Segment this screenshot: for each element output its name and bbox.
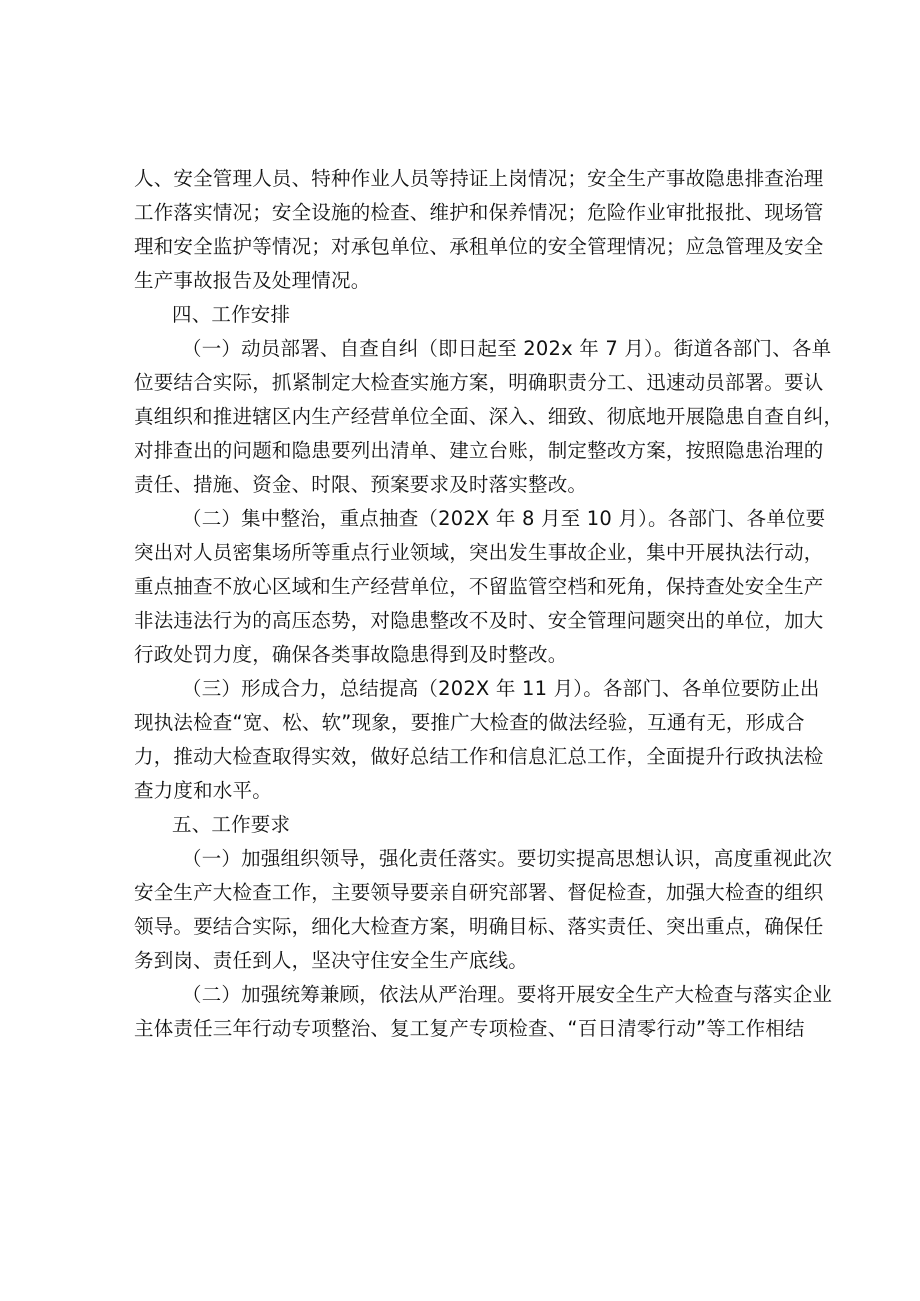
body-line: 对排查出的问题和隐患要列出清单、建立台账，制定整改方案，按照隐患治理的 xyxy=(134,439,824,462)
section-heading: 五、工作要求 xyxy=(172,813,291,836)
paragraph-start-line: （二）集中整治，重点抽查（202X 年 8 月至 10 月）。各部门、各单位要 xyxy=(182,507,826,530)
body-line: 查力度和水平。 xyxy=(134,779,272,802)
body-line: 主体责任三年行动专项整治、复工复产专项检查、“百日清零行动”等工作相结 xyxy=(134,1017,805,1040)
body-line: 理和安全监护等情况；对承包单位、承租单位的安全管理情况；应急管理及安全 xyxy=(134,235,824,258)
body-line: 安全生产大检查工作，主要领导要亲自研究部署、督促检查，加强大检查的组织 xyxy=(134,881,824,904)
body-line: 真组织和推进辖区内生产经营单位全面、深入、细致、彻底地开展隐患自查自纠， xyxy=(134,405,844,428)
body-line: 位要结合实际，抓紧制定大检查实施方案，明确职责分工、迅速动员部署。要认 xyxy=(134,371,824,394)
section-heading: 四、工作安排 xyxy=(172,303,291,326)
paragraph-start-line: （一）加强组织领导，强化责任落实。要切实提高思想认识，高度重视此次 xyxy=(182,847,833,870)
body-line: 领导。要结合实际，细化大检查方案，明确目标、落实责任、突出重点，确保任 xyxy=(134,915,824,938)
body-line: 力，推动大检查取得实效，做好总结工作和信息汇总工作，全面提升行政执法检 xyxy=(134,745,824,768)
body-line: 重点抽查不放心区域和生产经营单位，不留监管空档和死角，保持查处安全生产 xyxy=(134,575,824,598)
body-line: 行政处罚力度，确保各类事故隐患得到及时整改。 xyxy=(134,643,568,666)
body-line: 人、安全管理人员、特种作业人员等持证上岗情况；安全生产事故隐患排查治理 xyxy=(134,167,824,190)
body-line: 责任、措施、资金、时限、预案要求及时落实整改。 xyxy=(134,473,588,496)
paragraph-start-line: （二）加强统筹兼顾，依法从严治理。要将开展安全生产大检查与落实企业 xyxy=(182,983,833,1006)
body-line: 现执法检查“宽、松、软”现象，要推广大检查的做法经验，互通有无，形成合 xyxy=(134,711,805,734)
body-line: 非法违法行为的高压态势，对隐患整改不及时、安全管理问题突出的单位，加大 xyxy=(134,609,824,632)
document-body xyxy=(134,162,844,1046)
body-line: 务到岗、责任到人，坚决守住安全生产底线。 xyxy=(134,949,529,972)
paragraph-start-line: （三）形成合力，总结提高（202X 年 11 月）。各部门、各单位要防止出 xyxy=(182,677,820,700)
body-line: 突出对人员密集场所等重点行业领域，突出发生事故企业，集中开展执法行动， xyxy=(134,541,824,564)
body-line: 工作落实情况；安全设施的检查、维护和保养情况；危险作业审批报批、现场管 xyxy=(134,201,824,224)
paragraph-start-line: （一）动员部署、自查自纠（即日起至 202x 年 7 月）。街道各部门、各单 xyxy=(182,337,832,360)
body-line: 生产事故报告及处理情况。 xyxy=(134,269,371,292)
